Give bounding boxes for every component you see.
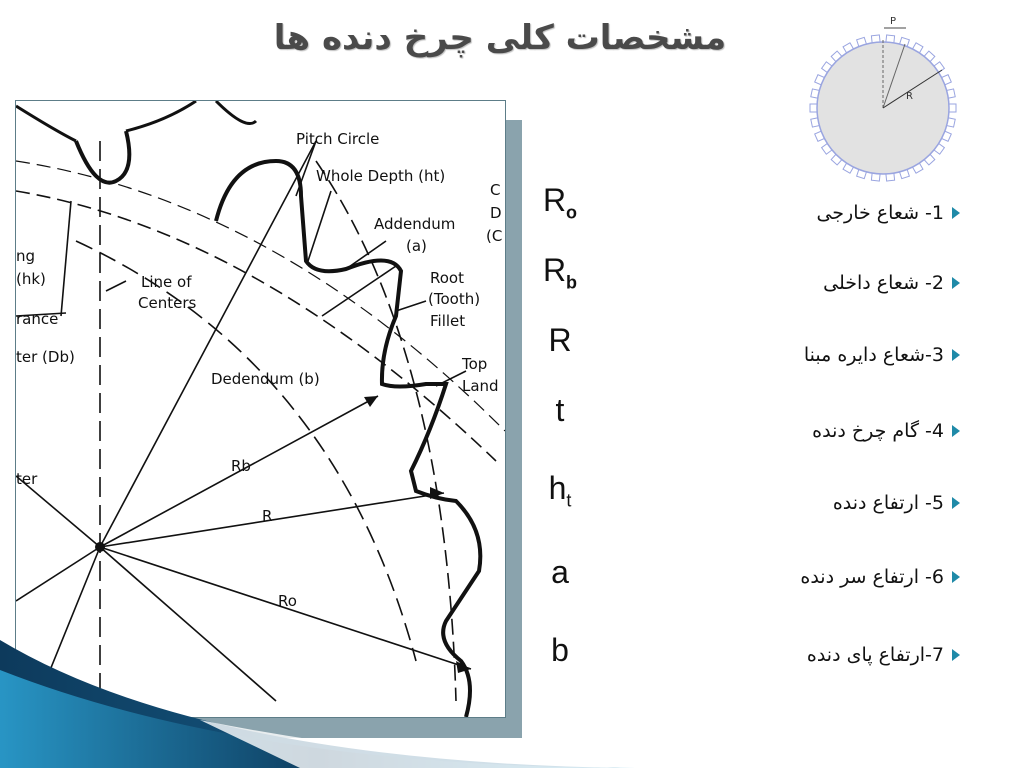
label-base-dia: ter (Db) — [16, 348, 75, 366]
label-c1: C — [490, 181, 501, 199]
symbol-ht: $h_t$ — [548, 470, 572, 511]
list-item-label: 2- شعاع داخلی — [823, 272, 944, 294]
label-centers: Centers — [138, 294, 197, 312]
bullet-arrow-icon — [952, 277, 960, 289]
label-land: Land — [462, 377, 499, 395]
symbol-r: R — [548, 322, 572, 358]
list-item-label: 3-شعاع دایره مبنا — [803, 344, 944, 366]
list-item — [800, 566, 960, 588]
label-top: Top — [462, 355, 488, 373]
list-item — [823, 272, 960, 294]
label-hk: (hk) — [16, 270, 46, 288]
gear-diagram-icon — [804, 12, 962, 184]
label-fillet: Fillet — [430, 312, 466, 330]
list-item-label: 5- ارتفاع دنده — [832, 492, 944, 514]
label-c2: D — [490, 204, 502, 222]
bullet-arrow-icon — [952, 425, 960, 437]
symbol-t: t — [555, 392, 565, 428]
label-tooth: (Tooth) — [428, 290, 481, 308]
list-item — [816, 202, 960, 224]
label-diameter: ter — [16, 470, 38, 488]
label-pitch-circle: Pitch Circle — [296, 130, 380, 148]
label-line-of: Line of — [141, 273, 192, 291]
label-root: Root — [430, 269, 464, 287]
label-ng: ng — [16, 247, 36, 265]
bullet-arrow-icon — [952, 497, 960, 509]
slide-title: مشخصات کلی چرخ دنده ها — [273, 18, 727, 58]
label-c3: (C — [486, 227, 503, 245]
gear-r-label: R — [906, 91, 913, 102]
label-rb: Rb — [231, 457, 251, 475]
bullet-arrow-icon — [952, 207, 960, 219]
list-item-label: 1- شعاع خارجی — [816, 202, 944, 224]
gear-p-label: P — [890, 16, 897, 27]
symbol-rb: $R_b$ — [542, 252, 578, 293]
label-r: R — [262, 507, 273, 525]
label-addendum-a: (a) — [406, 237, 427, 255]
label-addendum: Addendum — [374, 215, 456, 233]
bullet-arrow-icon — [952, 349, 960, 361]
bottom-wave-decoration — [0, 620, 1024, 768]
label-ro: Ro — [278, 592, 297, 610]
list-item-label: 6- ارتفاع سر دنده — [800, 566, 944, 588]
symbol-b: b — [551, 632, 569, 668]
label-whole-depth: Whole Depth (ht) — [316, 167, 446, 185]
bullet-arrow-icon — [952, 571, 960, 583]
symbol-a: a — [551, 554, 569, 590]
list-item — [804, 344, 960, 366]
list-item-label: 7-ارتفاع پای دنده — [806, 644, 944, 666]
list-item — [812, 420, 960, 442]
label-clearance: rance — [16, 310, 59, 328]
list-item — [833, 492, 960, 514]
label-dedendum: Dedendum (b) — [211, 370, 320, 388]
list-item-label: 4- گام چرخ دنده — [812, 420, 944, 442]
symbol-ro: $R_o$ — [542, 182, 578, 223]
